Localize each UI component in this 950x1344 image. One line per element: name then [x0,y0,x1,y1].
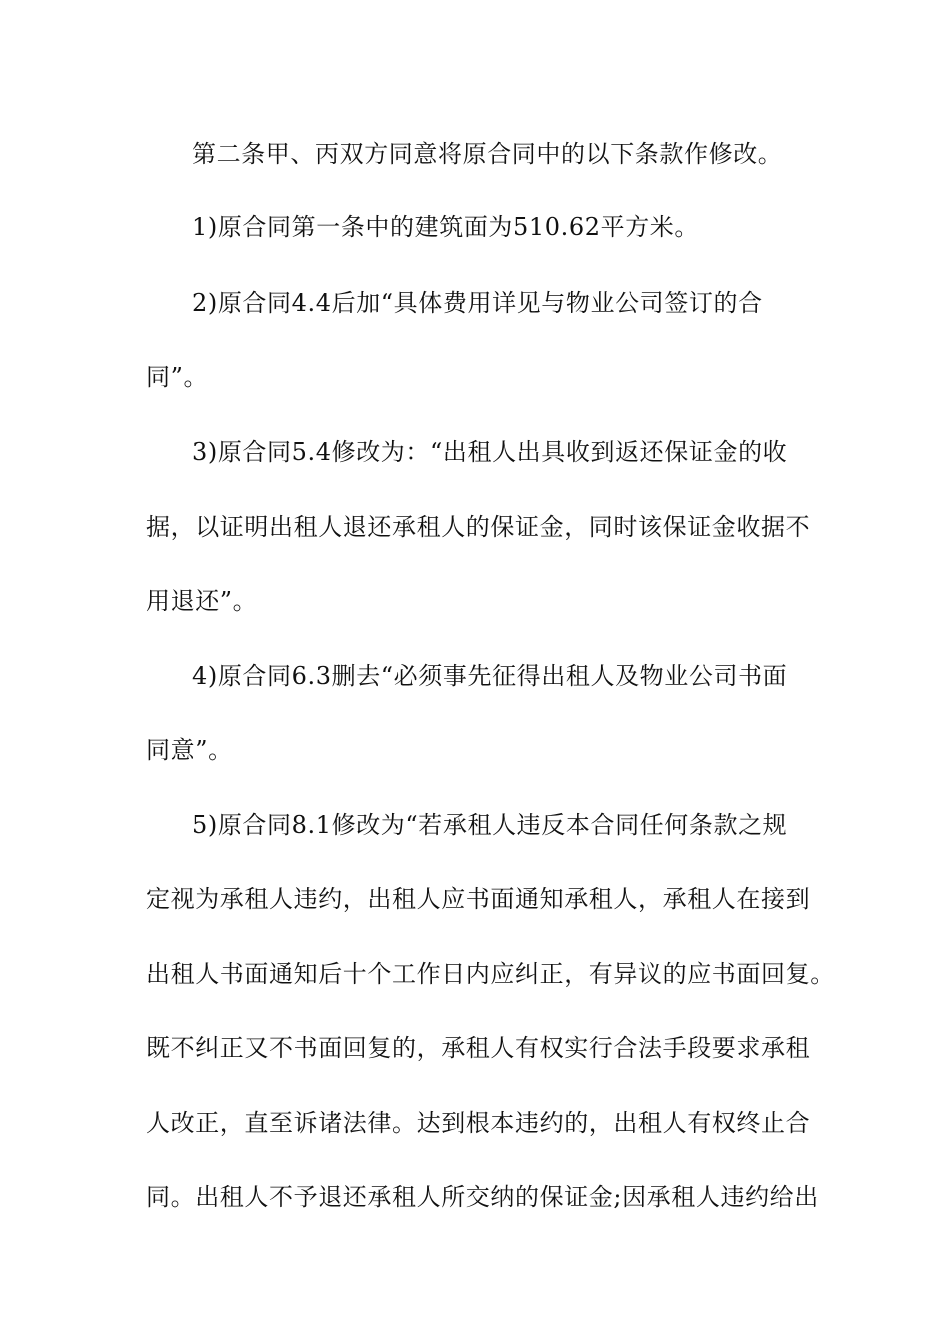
item-3-line-1: 3)原合同5.4修改为：“出租人出具收到返还保证金的收 [192,438,788,466]
item-2-line-1: 2)原合同4.4后加“具体费用详见与物业公司签订的合 [192,289,763,317]
clause-heading: 第二条甲、丙双方同意将原合同中的以下条款作修改。 [192,140,783,168]
item-2-line-2: 同”。 [146,363,209,391]
item-5-line-5: 人改正，直至诉诸法律。达到根本违约的，出租人有权终止合 [146,1109,811,1137]
item-3-line-2: 据，以证明出租人退还承租人的保证金，同时该保证金收据不 [146,513,811,541]
item-5-line-6: 同。出租人不予退还承租人所交纳的保证金;因承租人违约给出 [146,1183,819,1211]
item-3-line-3: 用退还”。 [146,587,258,615]
item-5-line-3: 出租人书面通知后十个工作日内应纠正，有异议的应书面回复。 [146,960,835,988]
item-4-line-2: 同意”。 [146,736,233,764]
item-5-line-2: 定视为承租人违约，出租人应书面通知承租人，承租人在接到 [146,885,811,913]
item-4-line-1: 4)原合同6.3删去“必须事先征得出租人及物业公司书面 [192,662,788,690]
item-5-line-1: 5)原合同8.1修改为“若承租人违反本合同任何条款之规 [192,811,788,839]
item-5-line-4: 既不纠正又不书面回复的，承租人有权实行合法手段要求承租 [146,1034,811,1062]
item-1-line-1: 1)原合同第一条中的建筑面为510.62平方米。 [192,213,700,241]
